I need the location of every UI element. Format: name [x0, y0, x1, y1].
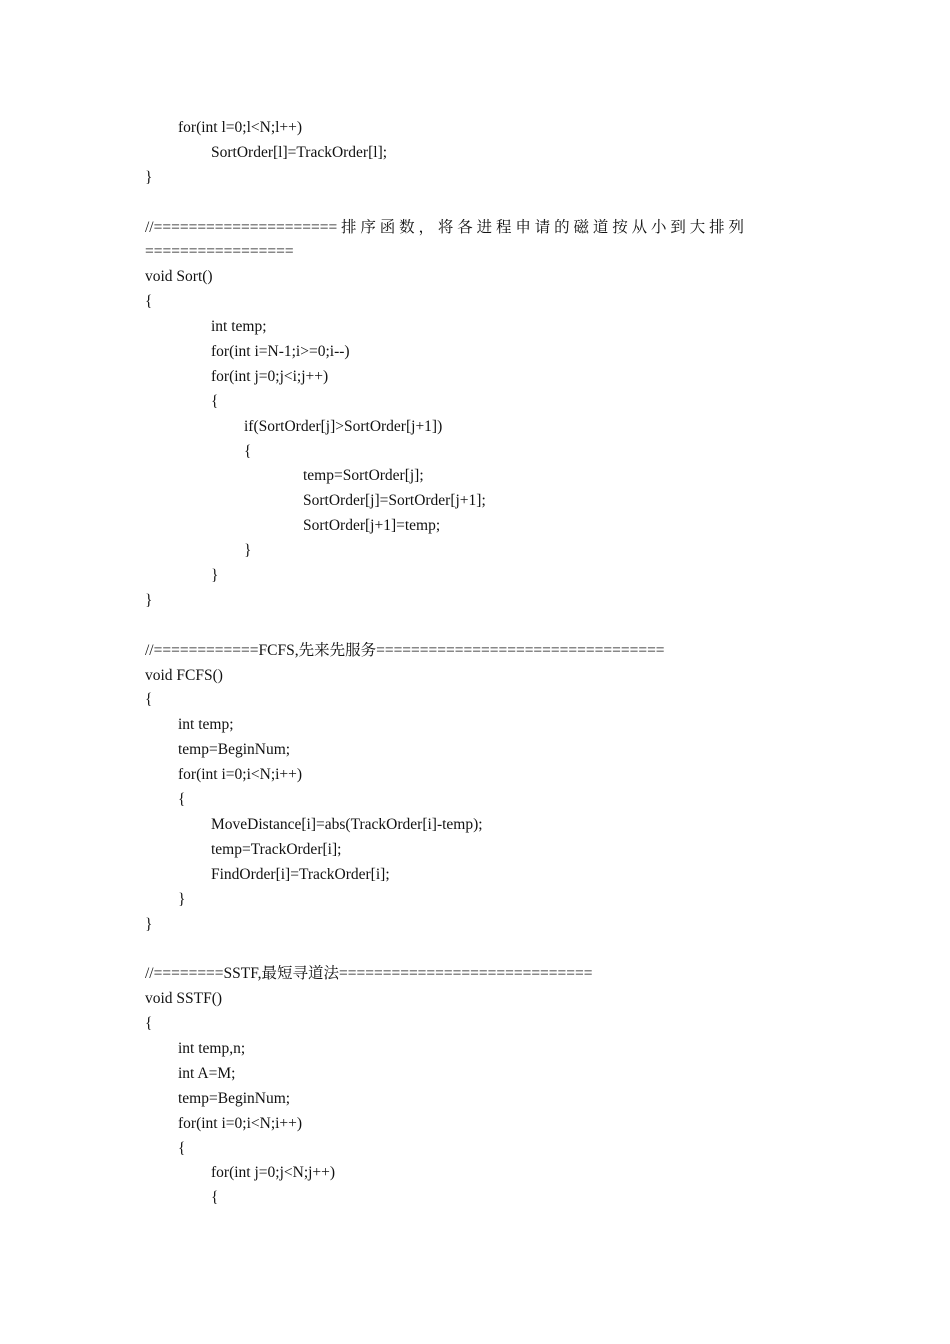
- code-line: }: [211, 567, 219, 585]
- code-line: int temp;: [211, 318, 267, 336]
- code-line: SortOrder[j+1]=temp;: [303, 517, 441, 535]
- code-line: temp=BeginNum;: [178, 1089, 291, 1107]
- code-line: }: [145, 915, 153, 933]
- code-line: {: [211, 392, 219, 410]
- code-block: [0, 116, 950, 1211]
- code-line: temp=BeginNum;: [178, 741, 291, 759]
- blank-line: [0, 191, 950, 216]
- code-line: SortOrder[l]=TrackOrder[l];: [211, 143, 388, 161]
- blank-line: [0, 614, 950, 639]
- function-signature: void SSTF(): [145, 990, 223, 1008]
- code-line: int A=M;: [178, 1064, 236, 1082]
- function-signature: void Sort(): [145, 268, 213, 286]
- comment-line: //========SSTF,最短寻道法=============================: [145, 965, 593, 983]
- comment-line: //============FCFS,先来先服务=================================: [145, 641, 665, 659]
- code-line: }: [178, 890, 186, 908]
- code-line: {: [145, 293, 153, 311]
- code-line: temp=SortOrder[j];: [303, 467, 424, 485]
- code-line: temp=TrackOrder[i];: [211, 840, 342, 858]
- blank-line: [0, 937, 950, 962]
- function-signature: void FCFS(): [145, 666, 223, 684]
- code-line: for(int j=0;j<N;j++): [211, 1164, 336, 1182]
- comment-line: =================: [145, 243, 294, 261]
- code-line: {: [145, 691, 153, 709]
- code-line: int temp;: [178, 716, 234, 734]
- code-line: {: [178, 791, 186, 809]
- code-line: for(int i=0;i<N;i++): [178, 766, 303, 784]
- code-line: for(int j=0;j<i;j++): [211, 367, 329, 385]
- code-line: {: [178, 1139, 186, 1157]
- code-line: for(int i=N-1;i>=0;i--): [211, 343, 350, 361]
- comment-line: //===================== 排 序 函 数 ， 将 各 进 程 申 请 的 磁 道 按 从 小 到 大 排 列: [145, 218, 745, 236]
- code-line: MoveDistance[i]=abs(TrackOrder[i]-temp);: [211, 815, 483, 833]
- code-line: for(int l=0;l<N;l++): [178, 119, 303, 136]
- code-line: SortOrder[j]=SortOrder[j+1];: [303, 492, 486, 510]
- code-line: }: [244, 542, 252, 560]
- code-line: {: [211, 1189, 219, 1207]
- code-line: }: [145, 591, 153, 609]
- code-line: }: [145, 168, 153, 186]
- code-line: for(int i=0;i<N;i++): [178, 1114, 303, 1132]
- code-line: if(SortOrder[j]>SortOrder[j+1]): [244, 417, 443, 435]
- code-line: {: [145, 1015, 153, 1033]
- code-line: {: [244, 442, 252, 460]
- code-line: FindOrder[i]=TrackOrder[i];: [211, 865, 390, 883]
- code-line: int temp,n;: [178, 1039, 246, 1057]
